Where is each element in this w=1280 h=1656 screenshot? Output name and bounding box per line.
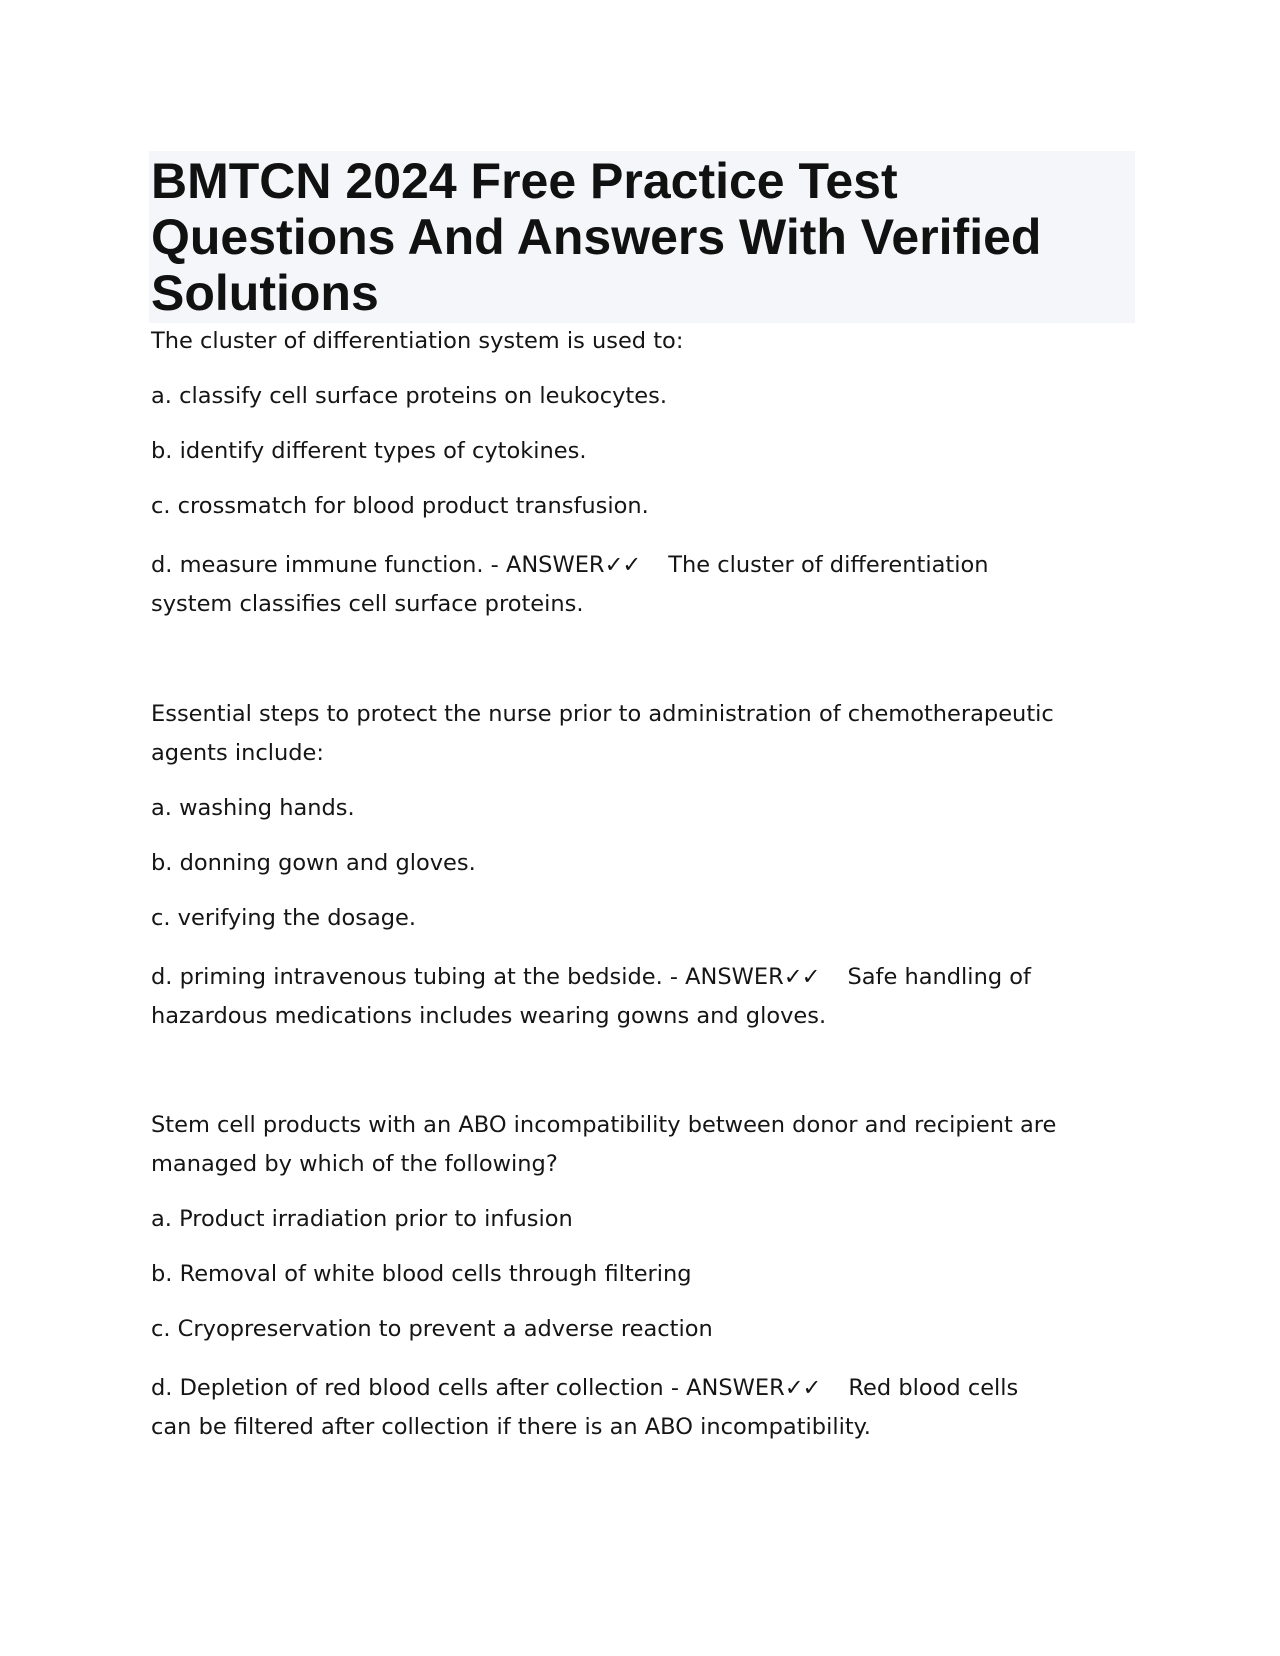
document-title: BMTCN 2024 Free Practice Test Questions And Answers With Verified Solutions [151,153,1042,321]
question-3-explanation-cont: can be filtered after collection if there is an ABO incompatibility. [151,1414,871,1440]
question-1-explanation-cont: system classifies cell surface proteins. [151,591,584,617]
question-2-stem-cont: agents include: [151,740,324,766]
question-2-stem: Essential steps to protect the nurse prior to administration of chemotherapeutic [151,701,1054,727]
question-3-option-b: b. Removal of white blood cells through filtering [151,1261,692,1287]
answer-check-icon: ✓✓ [783,964,820,990]
title-block [149,151,1135,323]
question-1-option-a: a. classify cell surface proteins on leukocytes. [151,383,667,409]
question-1-option-c: c. crossmatch for blood product transfusion. [151,493,649,519]
question-3-answer [151,1369,1131,1447]
question-1-explanation: The cluster of differentiation [668,552,989,578]
question-1-option-d: d. measure immune function. - ANSWER [151,552,605,578]
question-2-explanation-cont: hazardous medications includes wearing gowns and gloves. [151,1003,827,1029]
question-2-option-a: a. washing hands. [151,795,355,821]
question-2-answer [151,958,1131,1036]
question-2-option-d: d. priming intravenous tubing at the bedside. - ANSWER [151,964,784,990]
question-3-explanation: Red blood cells [848,1375,1019,1401]
answer-check-icon: ✓✓ [604,552,641,578]
question-2-option-c: c. verifying the dosage. [151,905,417,931]
question-1-stem: The cluster of differentiation system is used to: [151,328,684,354]
question-3-option-c: c. Cryopreservation to prevent a adverse reaction [151,1316,713,1342]
answer-check-icon: ✓✓ [784,1375,821,1401]
question-1-answer [151,546,1131,624]
question-3-option-a: a. Product irradiation prior to infusion [151,1206,573,1232]
question-2-explanation: Safe handling of [847,964,1031,990]
question-3-stem-cont: managed by which of the following? [151,1151,558,1177]
question-1-option-b: b. identify different types of cytokines. [151,438,587,464]
question-2-option-b: b. donning gown and gloves. [151,850,476,876]
question-3-option-d: d. Depletion of red blood cells after collection - ANSWER [151,1375,785,1401]
question-3-stem: Stem cell products with an ABO incompatibility between donor and recipient are [151,1112,1057,1138]
